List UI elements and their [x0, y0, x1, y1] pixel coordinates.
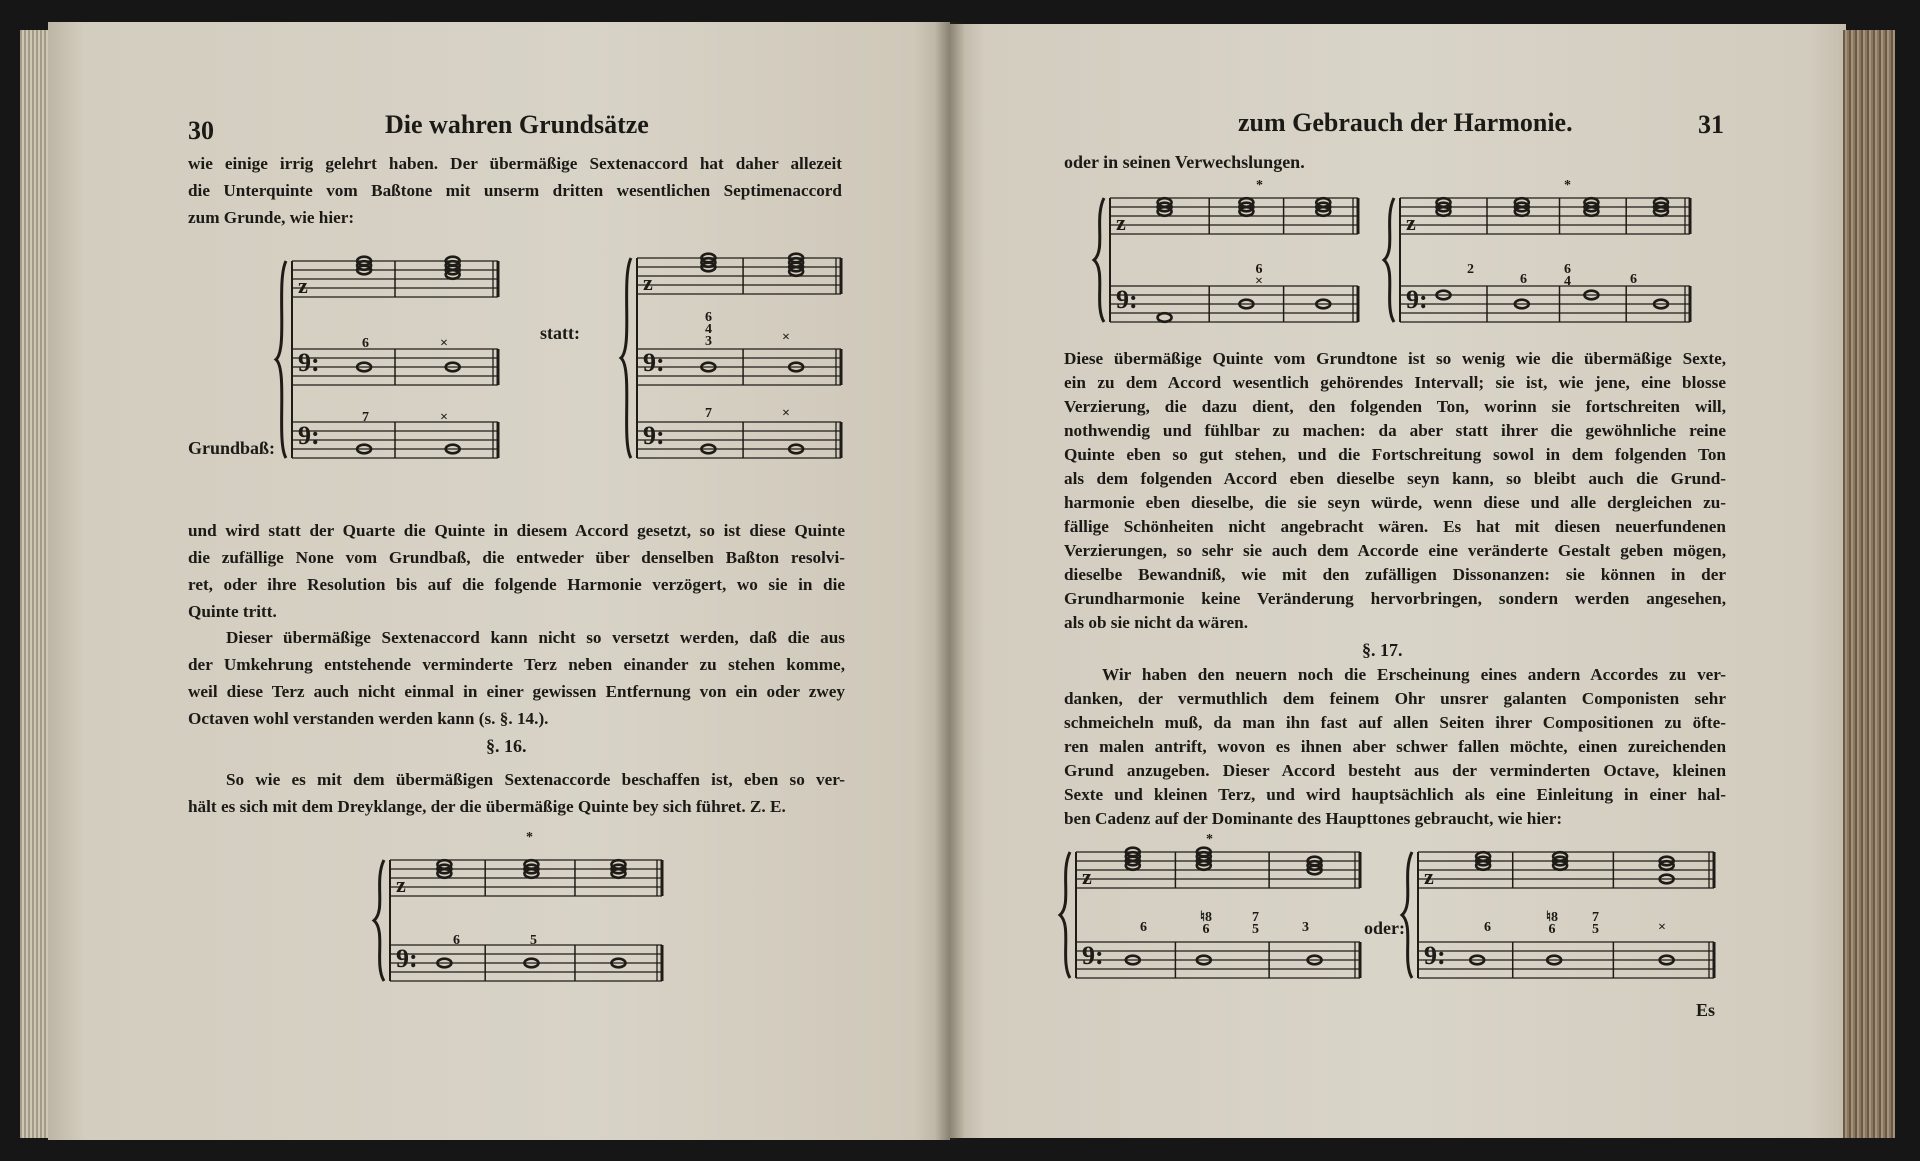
text-line: die zufällige None vom Grundbaß, die entweder über denselben Baßton resolvi-: [188, 548, 845, 567]
text-line: zum Grunde, wie hier:: [188, 208, 355, 227]
clef-icon: z: [1082, 864, 1092, 889]
text-line: weil diese Terz auch nicht einmal in einer gewissen Entfernung von ein oder zwey: [188, 682, 845, 701]
figure: ×: [782, 330, 790, 345]
figure: 6 ×: [1255, 262, 1263, 289]
text-line: Wir haben den neuern noch die Erscheinung eines andern Accordes zu ver-: [1102, 665, 1726, 684]
text-line: die Unterquinte vom Baßtone mit unserm dritten wesentlichen Septimenaccord: [188, 181, 842, 200]
figure: ×: [440, 410, 448, 425]
figure: ×: [440, 336, 448, 351]
asterisk: *: [1206, 832, 1213, 847]
page-number-left: 30: [188, 116, 214, 145]
text-line: So wie es mit dem übermäßigen Sextenaccorde beschaffen ist, eben so ver-: [226, 770, 845, 789]
figure: ♮8 6: [1546, 910, 1559, 937]
section-16: §. 16.: [486, 736, 527, 756]
section-17: §. 17.: [1362, 640, 1403, 660]
statt-label: statt:: [540, 323, 580, 343]
figure: ♮8 6: [1200, 910, 1213, 937]
asterisk: *: [1564, 178, 1571, 193]
figure: 6: [1630, 272, 1637, 287]
asterisk: *: [526, 830, 533, 845]
bass-clef-icon: 9:: [298, 348, 320, 377]
text-line: Diese übermäßige Quinte vom Grundtone ist so wenig wie die übermäßige Sexte,: [1064, 349, 1726, 368]
text-line: Verzierungen, so sehr sie auch dem Accorde eine veränderte Gestalt geben mögen,: [1064, 541, 1726, 560]
figure: 6 4: [1564, 262, 1571, 289]
text-line: und wird statt der Quarte die Quinte in diesem Accord gesetzt, so ist diese Quinte: [188, 521, 845, 540]
text-line: dieselbe Bewandniß, wie mit den zufälligen Dissonanzen: sie können in der: [1064, 565, 1726, 584]
text-line: Grund anzugeben. Dieser Accord besteht aus der verminderten Octave, kleinen: [1064, 761, 1726, 780]
bass-clef-icon: 9:: [643, 348, 665, 377]
clef-icon: z: [1406, 210, 1416, 235]
text-line: harmonie eben dieselbe, die sie seyn würde, wenn diese und alle dergleichen zu-: [1064, 493, 1726, 512]
text-line: Verzierung, die dazu dient, den folgenden Ton, worinn sie fortschreiten will,: [1064, 397, 1726, 416]
brace-icon: [621, 258, 631, 458]
figure: 6: [1140, 920, 1147, 935]
figure: 6 4 3: [705, 310, 712, 349]
clef-icon: z: [396, 872, 406, 897]
text-line: ein zu dem Accord wesentlich gehörendes Intervall; sie ist, wie jene, eine blosse: [1064, 373, 1726, 392]
text-line: ret, oder ihre Resolution bis auf die folgende Harmonie verzögert, wo sie in die: [188, 575, 845, 594]
text-line: ren malen antrift, wovon es ihnen aber schwer fallen möchte, einen zureichenden: [1064, 737, 1726, 756]
figure: 2: [1467, 262, 1474, 277]
whole-note: [1158, 313, 1172, 322]
clef-icon: z: [643, 270, 653, 295]
brace-icon: [1402, 852, 1412, 978]
text-line: als dem folgenden Accord eben dieselbe seyn kann, so bleibt auch die Grund-: [1064, 469, 1726, 488]
clef-icon: z: [1424, 864, 1434, 889]
figure: 7 5: [1592, 910, 1599, 937]
grundbass-label: Grundbaß:: [188, 438, 276, 458]
bass-clef-icon: 9:: [1082, 941, 1104, 970]
brace-icon: [1384, 198, 1394, 322]
page-number-right: 31: [1698, 110, 1724, 139]
text-line: nothwendig und fühlbar zu machen: da aber statt ihrer die gewöhnliche reine: [1064, 421, 1726, 440]
text-line: danken, der vermuthlich dem feinem Ohr unsrer galanten Componisten sehr: [1064, 689, 1726, 708]
figure: 3: [1302, 920, 1309, 935]
figure: 6: [1484, 920, 1491, 935]
figure: 6: [1520, 272, 1527, 287]
oder-label: oder:: [1364, 918, 1405, 938]
running-title-right: zum Gebrauch der Harmonie.: [1238, 108, 1573, 137]
figure: 7: [362, 410, 369, 425]
asterisk: *: [1256, 178, 1263, 193]
brace-icon: [276, 261, 286, 458]
text-line: wie einige irrig gelehrt haben. Der übermäßige Sextenaccord hat daher allezeit: [188, 154, 842, 173]
catchword: Es: [1696, 1000, 1716, 1020]
text-line: Quinte tritt.: [188, 602, 277, 621]
text-line: der Umkehrung entstehende verminderte Terz neben einander zu stehen komme,: [188, 655, 845, 674]
text-line: Grundharmonie keine Veränderung hervorbringen, sondern werden angesehen,: [1064, 589, 1726, 608]
text-line: als ob sie nicht da wären.: [1064, 613, 1248, 632]
text-line: Quinte eben so gut stehen, und die Fortschreitung sowol in dem folgenden Ton: [1064, 445, 1726, 464]
figure: 7 5: [1252, 910, 1259, 937]
text-line: Octaven wohl verstanden werden kann (s. §. 14.).: [188, 709, 549, 728]
figure: 6: [362, 336, 369, 351]
running-title-left: Die wahren Grundsätze: [385, 110, 649, 139]
text-line: schmeicheln muß, da man ihn fast auf allen Seiten ihrer Compositionen zu öfte-: [1064, 713, 1726, 732]
figure: ×: [1658, 920, 1666, 935]
right-line-1: oder in seinen Verwechslungen.: [1064, 152, 1305, 172]
brace-icon: [374, 860, 384, 981]
figure: ×: [782, 406, 790, 421]
clef-icon: z: [298, 273, 308, 298]
figure: 6: [453, 933, 460, 948]
bass-clef-icon: 9:: [396, 944, 418, 973]
text-line: Sexte und kleinen Terz, und wird hauptsächlich als eine Einleitung in einer hal-: [1064, 785, 1726, 804]
bass-clef-icon: 9:: [1406, 285, 1428, 314]
bass-clef-icon: 9:: [298, 421, 320, 450]
figure: 7: [705, 406, 712, 421]
brace-icon: [1060, 852, 1070, 978]
figure: 5: [530, 933, 537, 948]
bass-clef-icon: 9:: [1424, 941, 1446, 970]
text-line: fällige Schönheiten nicht angebracht wären. Es hat mit diesen neuerfundenen: [1064, 517, 1726, 536]
bass-clef-icon: 9:: [1116, 285, 1138, 314]
text-line: Dieser übermäßige Sextenaccord kann nicht so versetzt werden, daß die aus: [226, 628, 845, 647]
bass-clef-icon: 9:: [643, 421, 665, 450]
clef-icon: z: [1116, 210, 1126, 235]
brace-icon: [1094, 198, 1104, 322]
text-line: ben Cadenz auf der Dominante des Haupttones gebraucht, wie hier:: [1064, 809, 1563, 828]
text-line: hält es sich mit dem Dreyklange, der die übermäßige Quinte bey sich führet. Z. E.: [188, 797, 786, 816]
